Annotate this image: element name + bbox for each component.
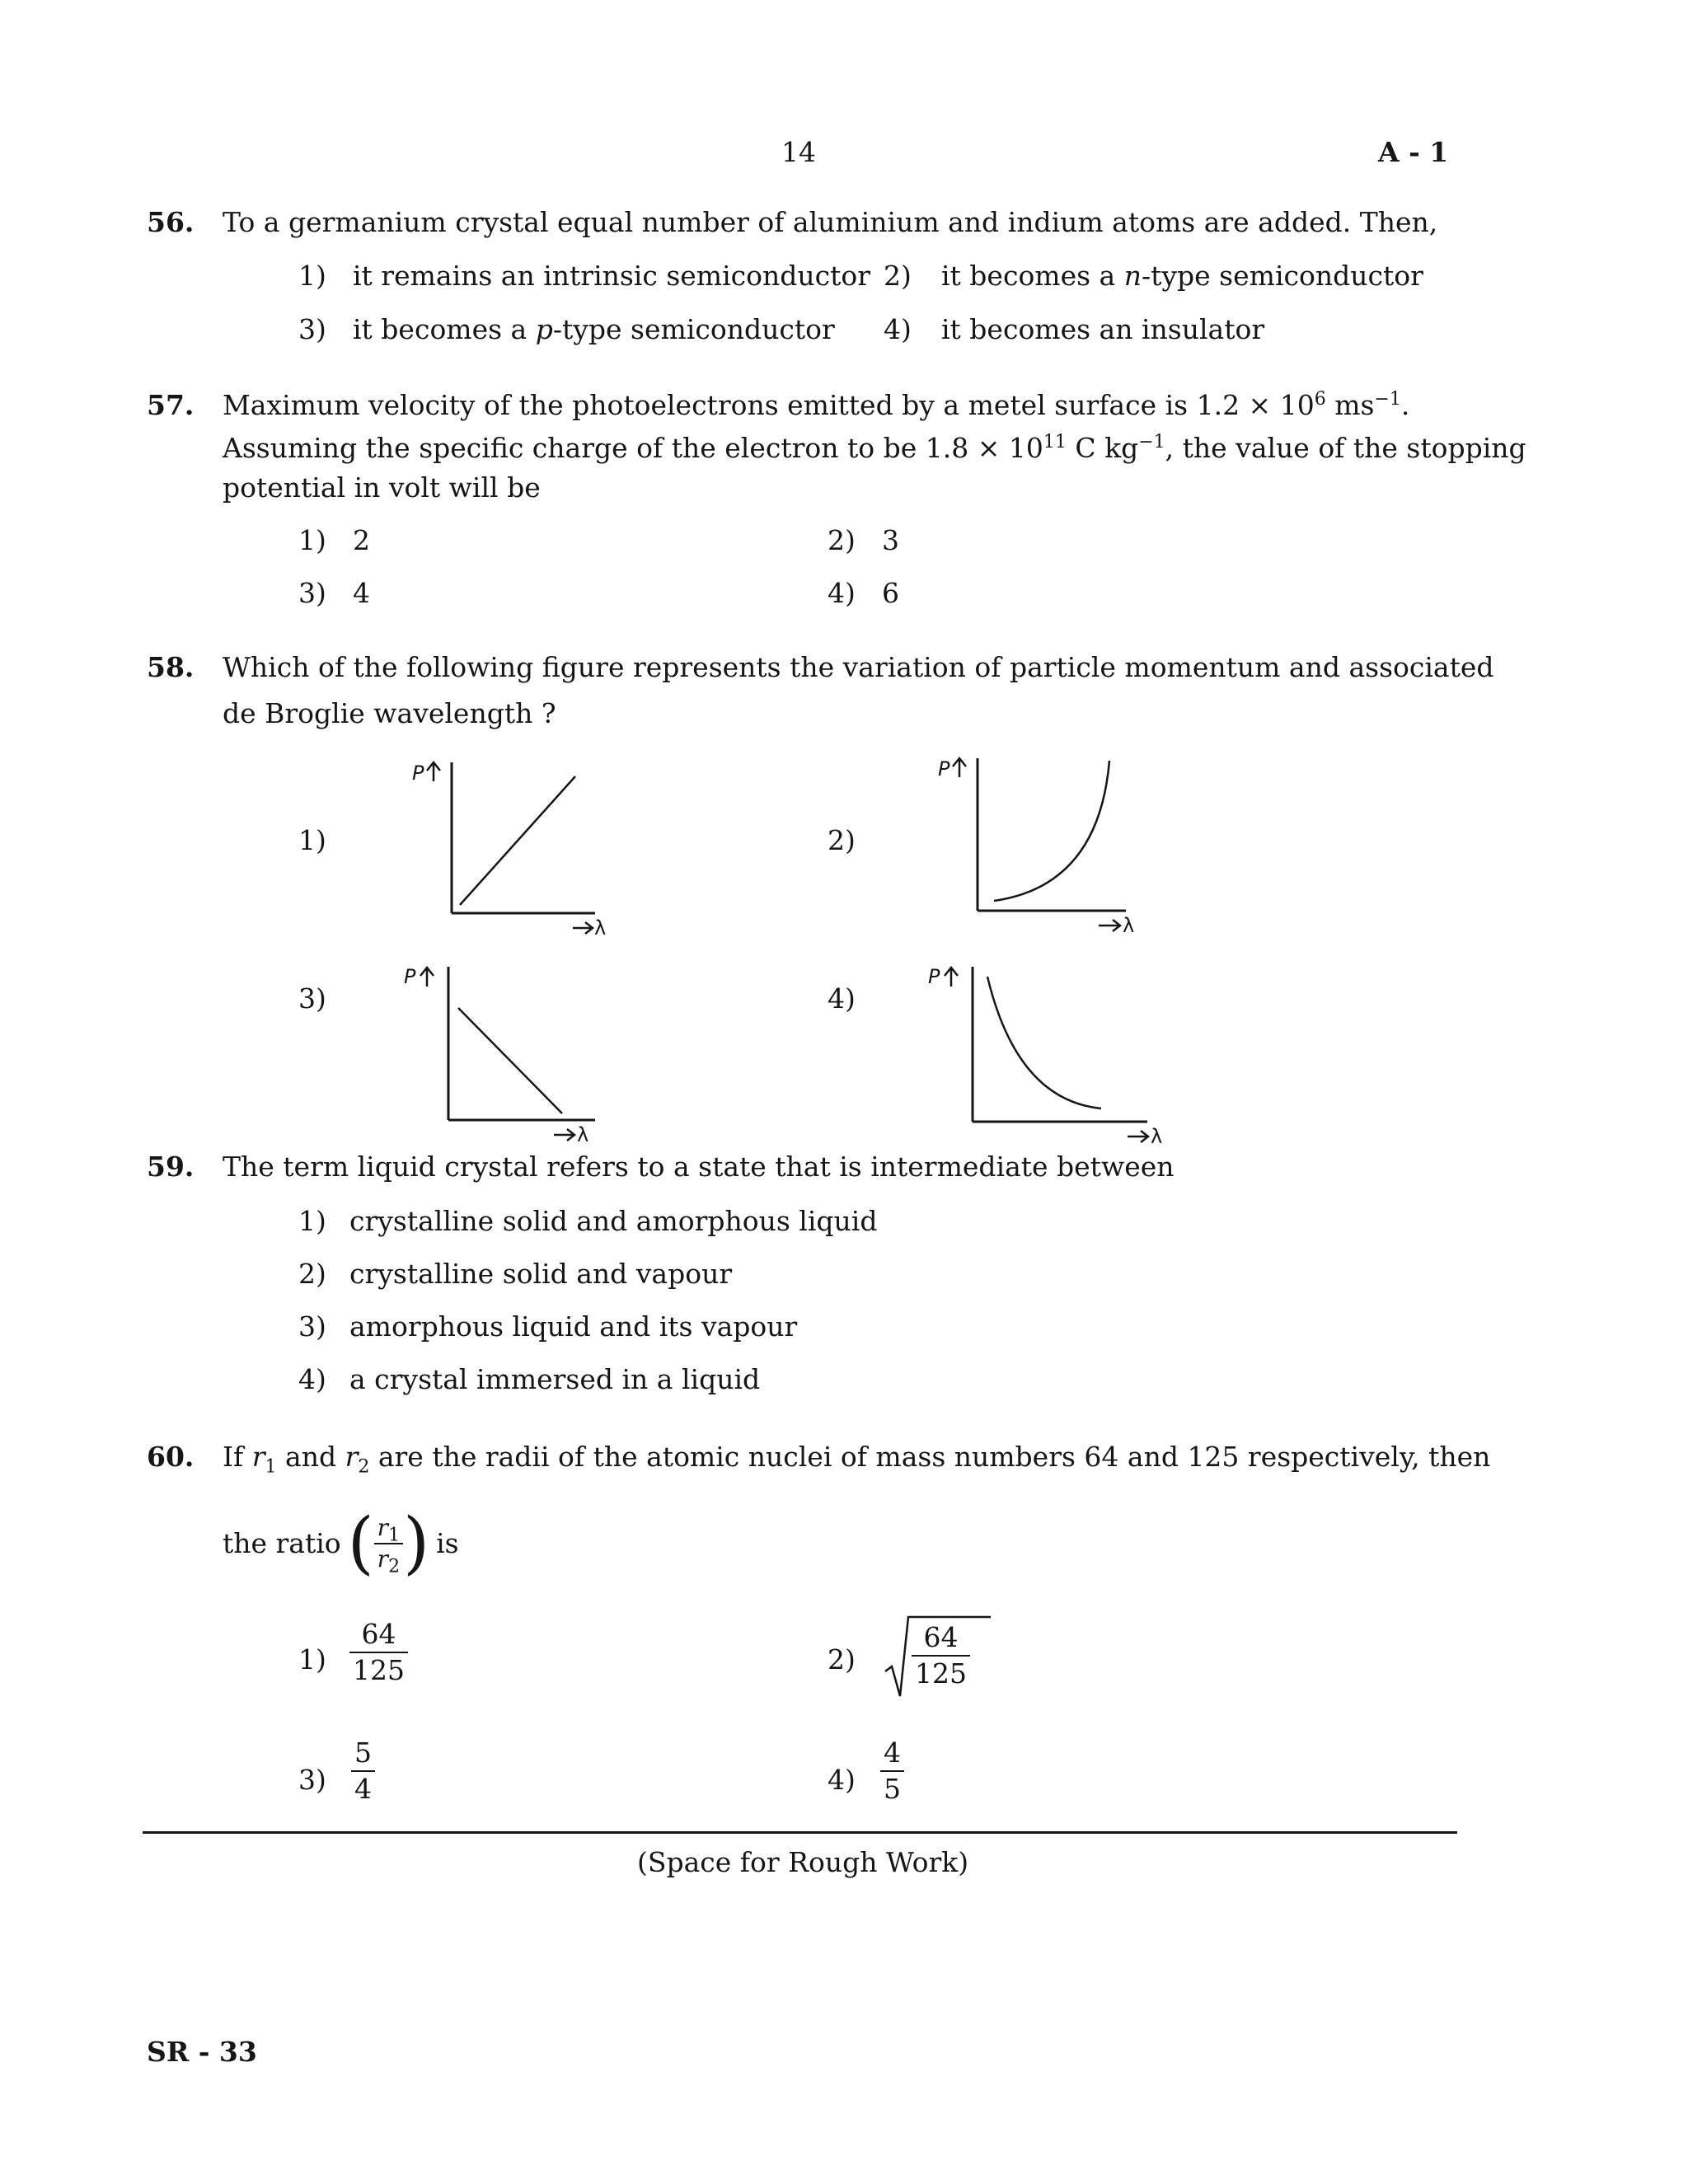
question-number: 58. xyxy=(147,651,195,683)
x-axis-arrow xyxy=(554,1129,574,1141)
option-label: 1) xyxy=(298,524,326,556)
question-text-line-1: If $r_1$ and $r_2$ are the radii of the atomic nuclei of mass numbers 64 and 125 respectively, then xyxy=(223,1441,1491,1478)
option-text: crystalline solid and amorphous liquid xyxy=(349,1205,878,1237)
fraction-64-over-125: $\frac{64}{125}$ xyxy=(349,1619,408,1686)
rough-work-label: (Space for Rough Work) xyxy=(637,1846,969,1878)
question-number: 59. xyxy=(147,1151,195,1183)
divider-line xyxy=(143,1831,1457,1834)
option-label: 4) xyxy=(298,1363,326,1395)
option-text: 2 xyxy=(353,524,370,556)
option-label: 1) xyxy=(298,1643,326,1675)
graph-option-2 xyxy=(930,746,1169,935)
x-axis-label: λ xyxy=(577,1123,589,1146)
option-text: amorphous liquid and its vapour xyxy=(349,1310,798,1343)
option-text: 6 xyxy=(882,577,899,609)
fraction-4-over-5: $\frac{4}{5}$ xyxy=(880,1737,904,1805)
page-number: 14 xyxy=(781,136,816,168)
option-label: 2) xyxy=(828,1643,856,1675)
y-axis-label: P xyxy=(412,762,424,785)
option-label: 1) xyxy=(298,260,326,292)
option-label: 3) xyxy=(298,1764,326,1796)
radical-sign-icon xyxy=(884,1615,908,1698)
x-axis-label: λ xyxy=(594,916,607,940)
option-label: 3) xyxy=(298,982,326,1015)
option-label: 3) xyxy=(298,577,326,609)
graph-option-1 xyxy=(404,750,618,940)
option-text: 3 xyxy=(882,524,899,556)
option-label: 2) xyxy=(828,824,856,856)
option-label: 2) xyxy=(828,524,856,556)
option-text: a crystal immersed in a liquid xyxy=(349,1363,761,1395)
booklet-code: A - 1 xyxy=(1378,136,1449,168)
x-axis-label: λ xyxy=(1123,914,1135,937)
question-text: To a germanium crystal equal number of aluminium and indium atoms are added. Then, xyxy=(223,206,1438,238)
question-text-line-2: de Broglie wavelength ? xyxy=(223,697,556,729)
option-label: 3) xyxy=(298,313,326,345)
y-axis-arrow xyxy=(945,968,958,987)
question-text-line-1: Which of the following figure represents the variation of particle momentum and associated xyxy=(223,651,1494,683)
x-axis-arrow xyxy=(1128,1131,1148,1142)
question-number: 56. xyxy=(147,206,195,238)
y-axis-label: P xyxy=(404,965,416,988)
curve-decreasing-hyperbolic xyxy=(987,977,1101,1108)
graph-option-3 xyxy=(401,958,615,1148)
option-label: 4) xyxy=(828,577,856,609)
option-label: 4) xyxy=(828,1764,856,1796)
option-text: 4 xyxy=(353,577,370,609)
option-text: crystalline solid and vapour xyxy=(349,1258,733,1290)
x-axis-arrow xyxy=(573,922,593,934)
option-text: it becomes a p-type semiconductor xyxy=(353,313,835,345)
option-label: 1) xyxy=(298,1205,326,1237)
curve-increasing-convex xyxy=(994,761,1109,901)
y-axis-label: P xyxy=(938,757,950,780)
graph-option-4 xyxy=(925,958,1172,1148)
series-code: SR - 33 xyxy=(147,2036,257,2068)
x-axis-label: λ xyxy=(1151,1125,1163,1148)
curve-decreasing-linear xyxy=(458,1008,562,1113)
question-text-line-2: the ratio ( $\frac{r_1}{r_2}$ ) is xyxy=(223,1504,459,1582)
x-axis-arrow xyxy=(1099,920,1120,931)
option-label: 2) xyxy=(298,1258,326,1290)
question-number: 57. xyxy=(147,389,195,421)
question-text: The term liquid crystal refers to a state that is intermediate between xyxy=(223,1151,1175,1183)
ratio-expression: ( $\frac{r_1}{r_2}$ ) xyxy=(347,1504,430,1582)
option-label: 4) xyxy=(884,313,912,345)
y-axis-arrow xyxy=(420,968,434,987)
option-label: 4) xyxy=(828,982,856,1015)
option-label: 1) xyxy=(298,824,326,856)
question-text-line-3: potential in volt will be xyxy=(223,471,541,504)
option-text: it remains an intrinsic semiconductor xyxy=(353,260,871,292)
curve-increasing-linear xyxy=(460,776,575,905)
option-label: 3) xyxy=(298,1310,326,1343)
question-number: 60. xyxy=(147,1441,195,1473)
option-text: it becomes a n-type semiconductor xyxy=(941,260,1423,292)
y-axis-arrow xyxy=(953,758,966,777)
fraction-5-over-4: $\frac{5}{4}$ xyxy=(351,1737,375,1805)
option-text: it becomes an insulator xyxy=(941,313,1265,345)
question-text-line-1: Maximum velocity of the photoelectrons emitted by a metel surface is $1.2 \times 10^6$ $ms^{-1}$. xyxy=(223,389,1410,421)
question-text-line-2: Assuming the specific charge of the electron to be $1.8 \times 10^{11}$ C $kg^{-1}$, the value of the stopping xyxy=(223,432,1526,464)
y-axis-label: P xyxy=(928,965,940,988)
option-label: 2) xyxy=(884,260,912,292)
y-axis-arrow xyxy=(427,762,440,781)
